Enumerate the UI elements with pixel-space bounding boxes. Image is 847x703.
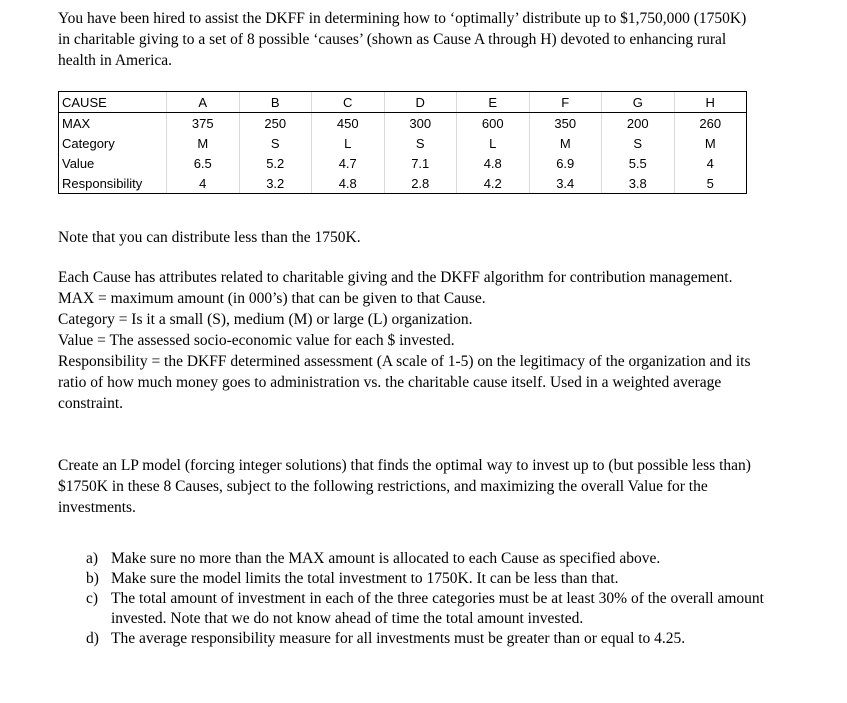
- requirement-item: [86, 629, 766, 649]
- cause-table: [58, 91, 747, 194]
- attribute-responsibility: Responsibility = the DKFF determined assessment (A scale of 1-5) on the legitimacy of the organization and its ratio of how much money goes to administration vs. the charitable cause itself. Used in a weighted average constraint.: [58, 353, 751, 412]
- requirement-text: Make sure the model limits the total investment to 1750K. It can be less than that.: [111, 570, 619, 587]
- table-cell: 375: [167, 113, 240, 134]
- attributes-intro: Each Cause has attributes related to charitable giving and the DKFF algorithm for contribution management.: [58, 269, 733, 286]
- table-cell: M: [167, 133, 240, 153]
- table-cell: 350: [529, 113, 602, 134]
- note-paragraph: Note that you can distribute less than the 1750K.: [58, 229, 361, 246]
- requirement-label: a): [86, 550, 99, 567]
- table-cell: 260: [674, 113, 747, 134]
- table-cell: 250: [239, 113, 312, 134]
- table-cell: A: [167, 92, 240, 113]
- table-cell: 450: [312, 113, 385, 134]
- intro-paragraph: You have been hired to assist the DKFF in determining how to ‘optimally’ distribute up to $1,750,000 (1750K) in charitable giving to a set of 8 possible ‘causes’ (shown as Cause A through H) devoted to enhancing rural health in America.: [58, 10, 747, 69]
- table-cell: F: [529, 92, 602, 113]
- table-cell: 4: [674, 153, 747, 173]
- table-cell: M: [529, 133, 602, 153]
- requirement-label: c): [86, 590, 99, 607]
- table-cell: 4.7: [312, 153, 385, 173]
- table-cell: 4.8: [457, 153, 530, 173]
- attribute-category: Category = Is it a small (S), medium (M) or large (L) organization.: [58, 311, 473, 328]
- table-cell: 3.2: [239, 173, 312, 194]
- row-label-cell: Category: [59, 133, 167, 153]
- requirement-item: [86, 589, 766, 629]
- requirement-label: b): [86, 570, 99, 587]
- table-cell: 6.9: [529, 153, 602, 173]
- table-cell: 600: [457, 113, 530, 134]
- requirement-item: [86, 569, 766, 589]
- table-cell: 200: [602, 113, 675, 134]
- table-cell: L: [312, 133, 385, 153]
- create-paragraph: Create an LP model (forcing integer solutions) that finds the optimal way to invest up to (but possible less than) $1750K in these 8 Causes, subject to the following restrictions, and maximizing the overall Value for the investments.: [58, 457, 751, 516]
- table-cell: 3.4: [529, 173, 602, 194]
- table-cell: 5.5: [602, 153, 675, 173]
- table-cell: 6.5: [167, 153, 240, 173]
- table-cell: 300: [384, 113, 457, 134]
- table-cell: M: [674, 133, 747, 153]
- table-cell: S: [239, 133, 312, 153]
- table-row: [59, 133, 747, 153]
- attribute-max: MAX = maximum amount (in 000’s) that can be given to that Cause.: [58, 290, 486, 307]
- table-cell: B: [239, 92, 312, 113]
- requirement-text: The average responsibility measure for all investments must be greater than or equal to 4.25.: [111, 630, 686, 647]
- table-cell: C: [312, 92, 385, 113]
- table-row: [59, 153, 747, 173]
- table-cell: D: [384, 92, 457, 113]
- table-cell: L: [457, 133, 530, 153]
- table-cell: 4.2: [457, 173, 530, 194]
- table-cell: S: [384, 133, 457, 153]
- requirements-list: [86, 549, 766, 649]
- table-cell: E: [457, 92, 530, 113]
- table-cell: 4: [167, 173, 240, 194]
- requirement-text: The total amount of investment in each of the three categories must be at least 30% of the overall amount invested. Note that we do not know ahead of time the total amount invested.: [111, 590, 764, 627]
- requirement-text: Make sure no more than the MAX amount is allocated to each Cause as specified above.: [111, 550, 661, 567]
- table-cell: 3.8: [602, 173, 675, 194]
- row-label-cell: CAUSE: [59, 92, 167, 113]
- table-row: [59, 173, 747, 194]
- table-cell: 5: [674, 173, 747, 194]
- table-row: [59, 113, 747, 134]
- table-cell: 2.8: [384, 173, 457, 194]
- table-header-row: [59, 92, 747, 113]
- attribute-value: Value = The assessed socio-economic value for each $ invested.: [58, 332, 455, 349]
- requirement-item: [86, 549, 766, 569]
- requirement-label: d): [86, 630, 99, 647]
- row-label-cell: Responsibility: [59, 173, 167, 194]
- attributes-section: [58, 267, 758, 414]
- table-cell: 7.1: [384, 153, 457, 173]
- row-label-cell: MAX: [59, 113, 167, 134]
- table-cell: G: [602, 92, 675, 113]
- row-label-cell: Value: [59, 153, 167, 173]
- table-cell: H: [674, 92, 747, 113]
- table-cell: S: [602, 133, 675, 153]
- table-cell: 4.8: [312, 173, 385, 194]
- table-cell: 5.2: [239, 153, 312, 173]
